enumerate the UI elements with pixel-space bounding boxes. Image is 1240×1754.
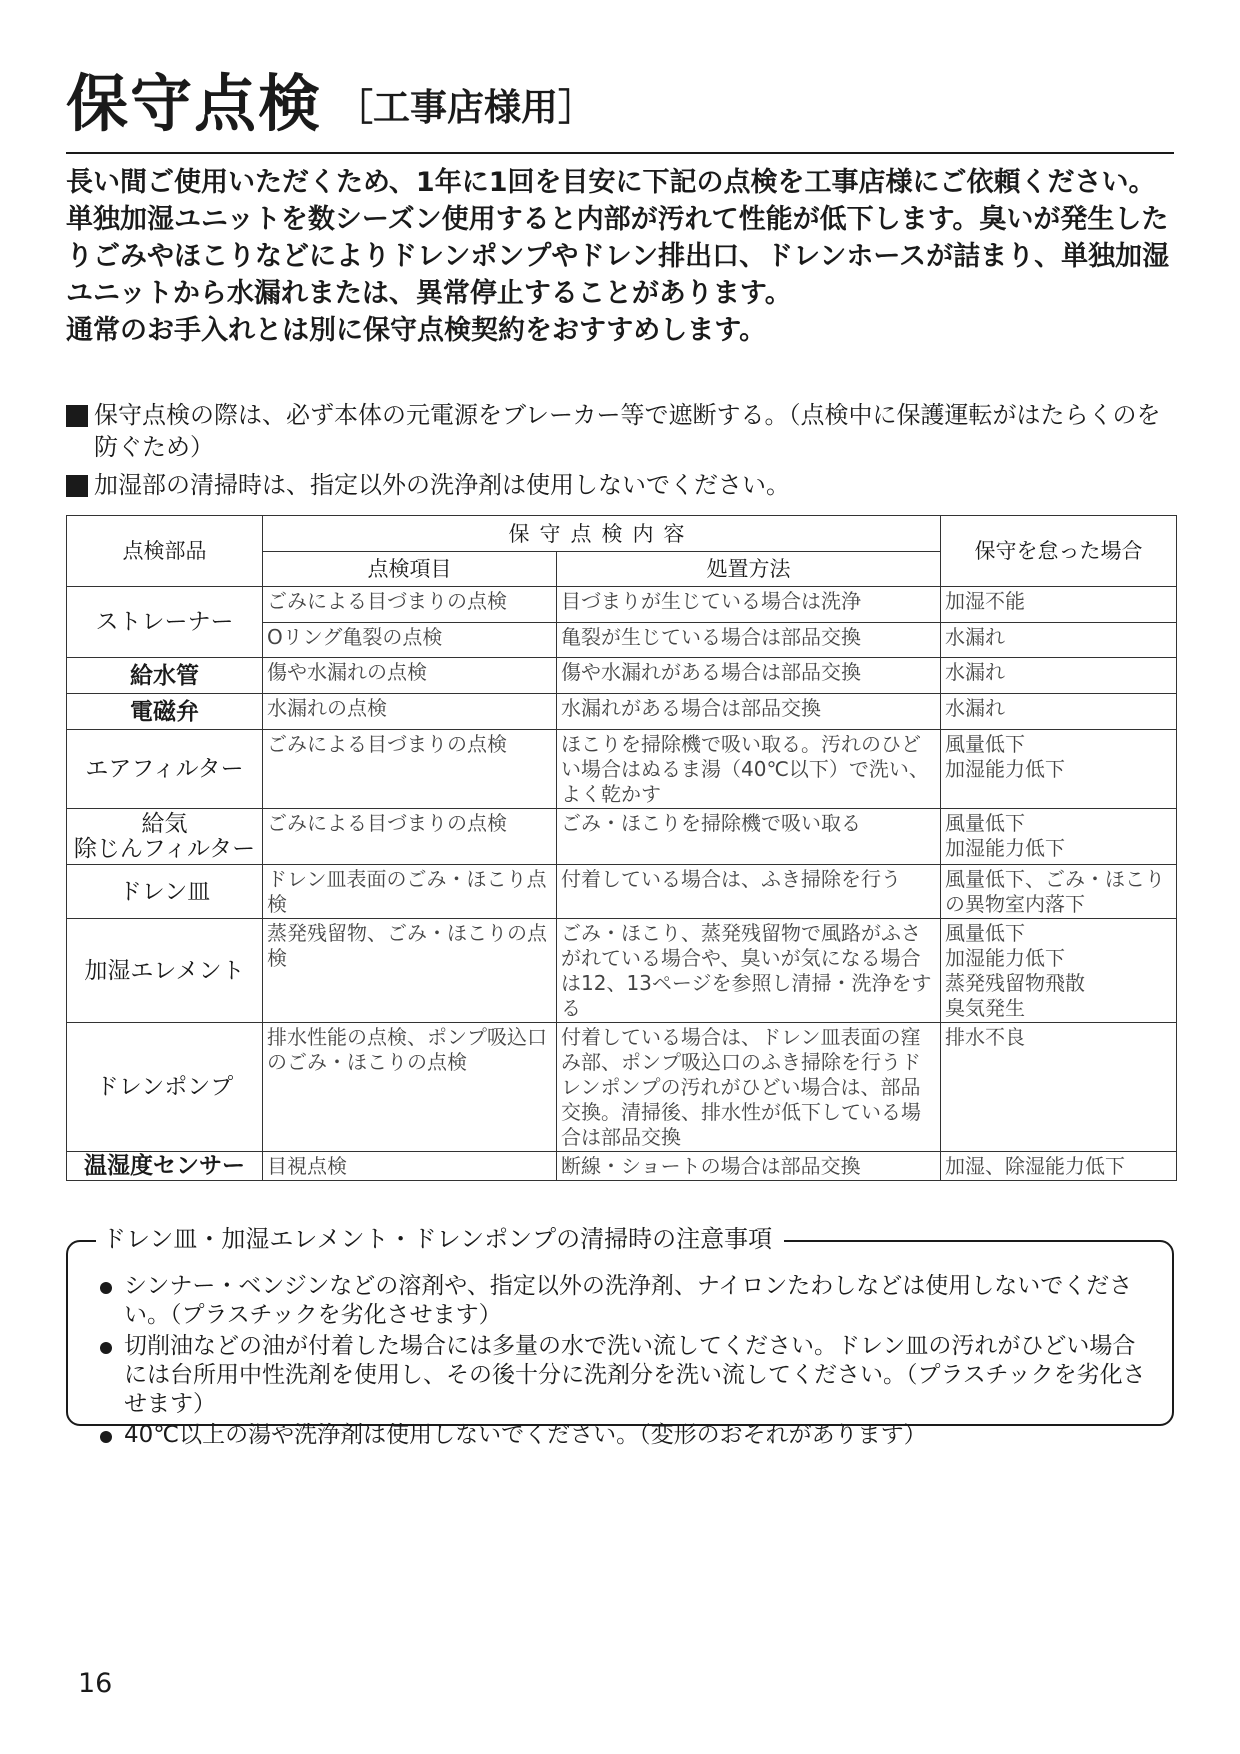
table-row: [67, 809, 1177, 865]
bullet-dot-icon: [100, 1431, 112, 1443]
action-cell: ごみ・ほこりを掃除機で吸い取る: [557, 809, 941, 865]
caution-item: [98, 1272, 1148, 1330]
neglect-cell: 風量低下 加湿能力低下: [941, 730, 1177, 809]
action-cell: 付着している場合は、ふき掃除を行う: [557, 865, 941, 919]
action-cell: 付着している場合は、ドレン皿表面の窪み部、ポンプ吸込口のふき掃除を行うドレンポンプの汚れがひどい場合は、部品交換。清掃後、排水性が低下している場合は部品交換: [557, 1023, 941, 1152]
part-cell: 給水管: [67, 658, 263, 694]
caution-text: シンナー・ベンジンなどの溶剤や、指定以外の洗浄剤、ナイロンたわしなどは使用しないでください。（プラスチックを劣化させます）: [124, 1273, 1133, 1328]
square-bullet-icon: [66, 475, 88, 497]
page-subtitle: ［工事店様用］: [336, 86, 595, 129]
page-number: 16: [78, 1668, 113, 1699]
caution-item: [98, 1332, 1148, 1419]
part-cell: 給気 除じんフィルター: [67, 809, 263, 865]
note-item: [66, 399, 1176, 463]
action-cell: 目づまりが生じている場合は洗浄: [557, 587, 941, 623]
part-cell: 温湿度センサー: [67, 1152, 263, 1181]
table-row: [67, 694, 1177, 730]
check-item-cell: ドレン皿表面のごみ・ほこり点検: [263, 865, 557, 919]
action-cell: ほこりを掃除機で吸い取る。汚れのひどい場合はぬるま湯（40℃以下）で洗い、よく乾かす: [557, 730, 941, 809]
header-action: 処置方法: [557, 552, 941, 587]
part-cell: 電磁弁: [67, 694, 263, 730]
maintenance-table: [66, 515, 1177, 1181]
caution-list: [98, 1272, 1148, 1452]
check-item-cell: ごみによる目づまりの点検: [263, 809, 557, 865]
table-row: [67, 1152, 1177, 1181]
check-item-cell: 蒸発残留物、ごみ・ほこりの点検: [263, 919, 557, 1023]
note-text: 加湿部の清掃時は、指定以外の洗浄剤は使用しないでください。: [94, 471, 790, 499]
notes-list: [66, 399, 1176, 507]
action-cell: 水漏れがある場合は部品交換: [557, 694, 941, 730]
caution-item: [98, 1421, 1148, 1450]
page-header: [66, 62, 1174, 154]
caution-box: [66, 1225, 1174, 1448]
table-row: [67, 865, 1177, 919]
part-cell: ドレン皿: [67, 865, 263, 919]
caution-text: 切削油などの油が付着した場合には多量の水で洗い流してください。ドレン皿の汚れがひどい場合には台所用中性洗剤を使用し、その後十分に洗剤分を洗い流してください。（プラスチックを劣化させます）: [124, 1333, 1146, 1417]
check-item-cell: ごみによる目づまりの点検: [263, 730, 557, 809]
neglect-cell: 風量低下 加湿能力低下: [941, 809, 1177, 865]
action-cell: 傷や水漏れがある場合は部品交換: [557, 658, 941, 694]
neglect-cell: 水漏れ: [941, 623, 1177, 658]
caution-title: ドレン皿・加湿エレメント・ドレンポンプの清掃時の注意事項: [96, 1222, 784, 1256]
table-row: [67, 730, 1177, 809]
bullet-dot-icon: [100, 1342, 112, 1354]
table-row: [67, 658, 1177, 694]
neglect-cell: 水漏れ: [941, 658, 1177, 694]
check-item-cell: ごみによる目づまりの点検: [263, 587, 557, 623]
check-item-cell: 目視点検: [263, 1152, 557, 1181]
intro-text: [66, 164, 1176, 349]
intro-paragraph: 長い間ご使用いただくため、1年に1回を目安に下記の点検を工事店様にご依頼ください。: [66, 167, 1156, 198]
neglect-cell: 水漏れ: [941, 694, 1177, 730]
header-maintenance-content: 保守点検内容: [263, 516, 941, 552]
neglect-cell: 加湿不能: [941, 587, 1177, 623]
check-item-cell: Oリング亀裂の点検: [263, 623, 557, 658]
table-row: [67, 1023, 1177, 1152]
caution-text: 40℃以上の湯や洗浄剤は使用しないでください。（変形のおそれがあります）: [124, 1422, 927, 1448]
header-check-item: 点検項目: [263, 552, 557, 587]
part-cell: エアフィルター: [67, 730, 263, 809]
note-item: [66, 469, 1176, 501]
check-item-cell: 排水性能の点検、ポンプ吸込口のごみ・ほこりの点検: [263, 1023, 557, 1152]
square-bullet-icon: [66, 405, 88, 427]
part-cell: ドレンポンプ: [67, 1023, 263, 1152]
check-item-cell: 水漏れの点検: [263, 694, 557, 730]
part-cell: 加湿エレメント: [67, 919, 263, 1023]
note-text: 保守点検の際は、必ず本体の元電源をブレーカー等で遮断する。（点検中に保護運転がはたらくのを防ぐため）: [94, 401, 1161, 461]
header-neglect: 保守を怠った場合: [941, 516, 1177, 587]
neglect-cell: 加湿、除湿能力低下: [941, 1152, 1177, 1181]
intro-paragraph: 通常のお手入れとは別に保守点検契約をおすすめします。: [66, 315, 767, 346]
intro-paragraph: 単独加湿ユニットを数シーズン使用すると内部が汚れて性能が低下します。臭いが発生したりごみやほこりなどによりドレンポンプやドレン排出口、ドレンホースが詰まり、単独加湿ユニットから水漏れまたは、異常停止することがあります。: [66, 204, 1170, 309]
bullet-dot-icon: [100, 1282, 112, 1294]
action-cell: 断線・ショートの場合は部品交換: [557, 1152, 941, 1181]
neglect-cell: 風量低下、ごみ・ほこりの異物室内落下: [941, 865, 1177, 919]
table-row: [67, 919, 1177, 1023]
header-part: 点検部品: [67, 516, 263, 587]
page-title: 保守点検: [66, 67, 323, 140]
neglect-cell: 風量低下 加湿能力低下 蒸発残留物飛散 臭気発生: [941, 919, 1177, 1023]
action-cell: 亀裂が生じている場合は部品交換: [557, 623, 941, 658]
check-item-cell: 傷や水漏れの点検: [263, 658, 557, 694]
neglect-cell: 排水不良: [941, 1023, 1177, 1152]
table-row: [67, 587, 1177, 623]
action-cell: ごみ・ほこり、蒸発残留物で風路がふさがれている場合や、臭いが気になる場合は12、13ページを参照し清掃・洗浄をする: [557, 919, 941, 1023]
part-cell: ストレーナー: [67, 587, 263, 658]
